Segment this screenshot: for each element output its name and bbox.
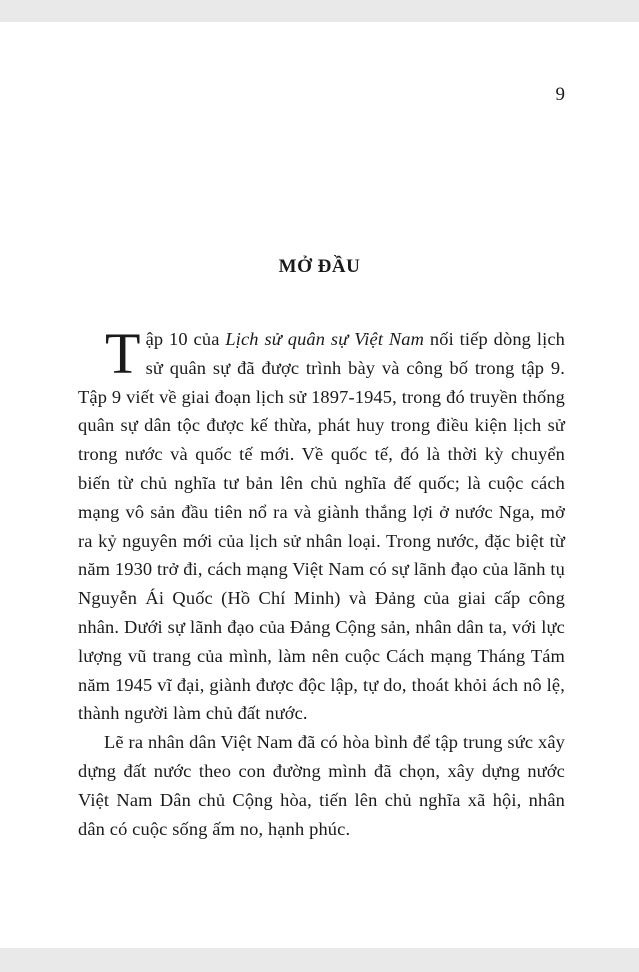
chapter-heading: MỞ ĐẦU — [278, 256, 361, 277]
page-number: 9 — [555, 84, 565, 105]
paragraph-1 — [78, 321, 565, 728]
book-title: Lịch sử quân sự Việt Nam — [225, 329, 425, 349]
paragraph-1-lead: ập 10 của — [145, 329, 226, 349]
body-text — [78, 321, 565, 843]
paragraph-1-rest: nối tiếp dòng lịch sử quân sự đã được trình bày và công bố trong tập 9. Tập 9 viết về giai đoạn lịch sử 1897-1945, trong đó truyền thống quân sự dân tộc được kế thừa, phát huy trong điều kiện lịch sử trong nước và quốc tế mới. Về quốc tế, đó là thời kỳ chuyển biến từ chủ nghĩa tư bản lên chủ nghĩa đế quốc; là cuộc cách mạng vô sản đầu tiên nổ ra và giành thắng lợi ở nước Nga, mở ra kỷ nguyên mới của lịch sử nhân loại. Trong nước, đặc biệt từ năm 1930 trở đi, cách mạng Việt Nam có sự lãnh đạo của lãnh tụ Nguyễn Ái Quốc (Hồ Chí Minh) và Đảng của giai cấp công nhân. Dưới sự lãnh đạo của Đảng Cộng sản, nhân dân ta, với lực lượng vũ trang của mình, làm nên cuộc Cách mạng Tháng Tám năm 1945 vĩ đại, giành được độc lập, tự do, thoát khỏi ách nô lệ, thành người làm chủ đất nước. — [78, 329, 565, 724]
drop-cap: T — [105, 321, 141, 386]
book-page — [0, 22, 639, 948]
paragraph-2: Lẽ ra nhân dân Việt Nam đã có hòa bình để tập trung sức xây dựng đất nước theo con đường mình đã chọn, xây dựng nước Việt Nam Dân chủ Cộng hòa, tiến lên chủ nghĩa xã hội, nhân dân có cuộc sống ấm no, hạnh phúc. — [78, 732, 565, 839]
